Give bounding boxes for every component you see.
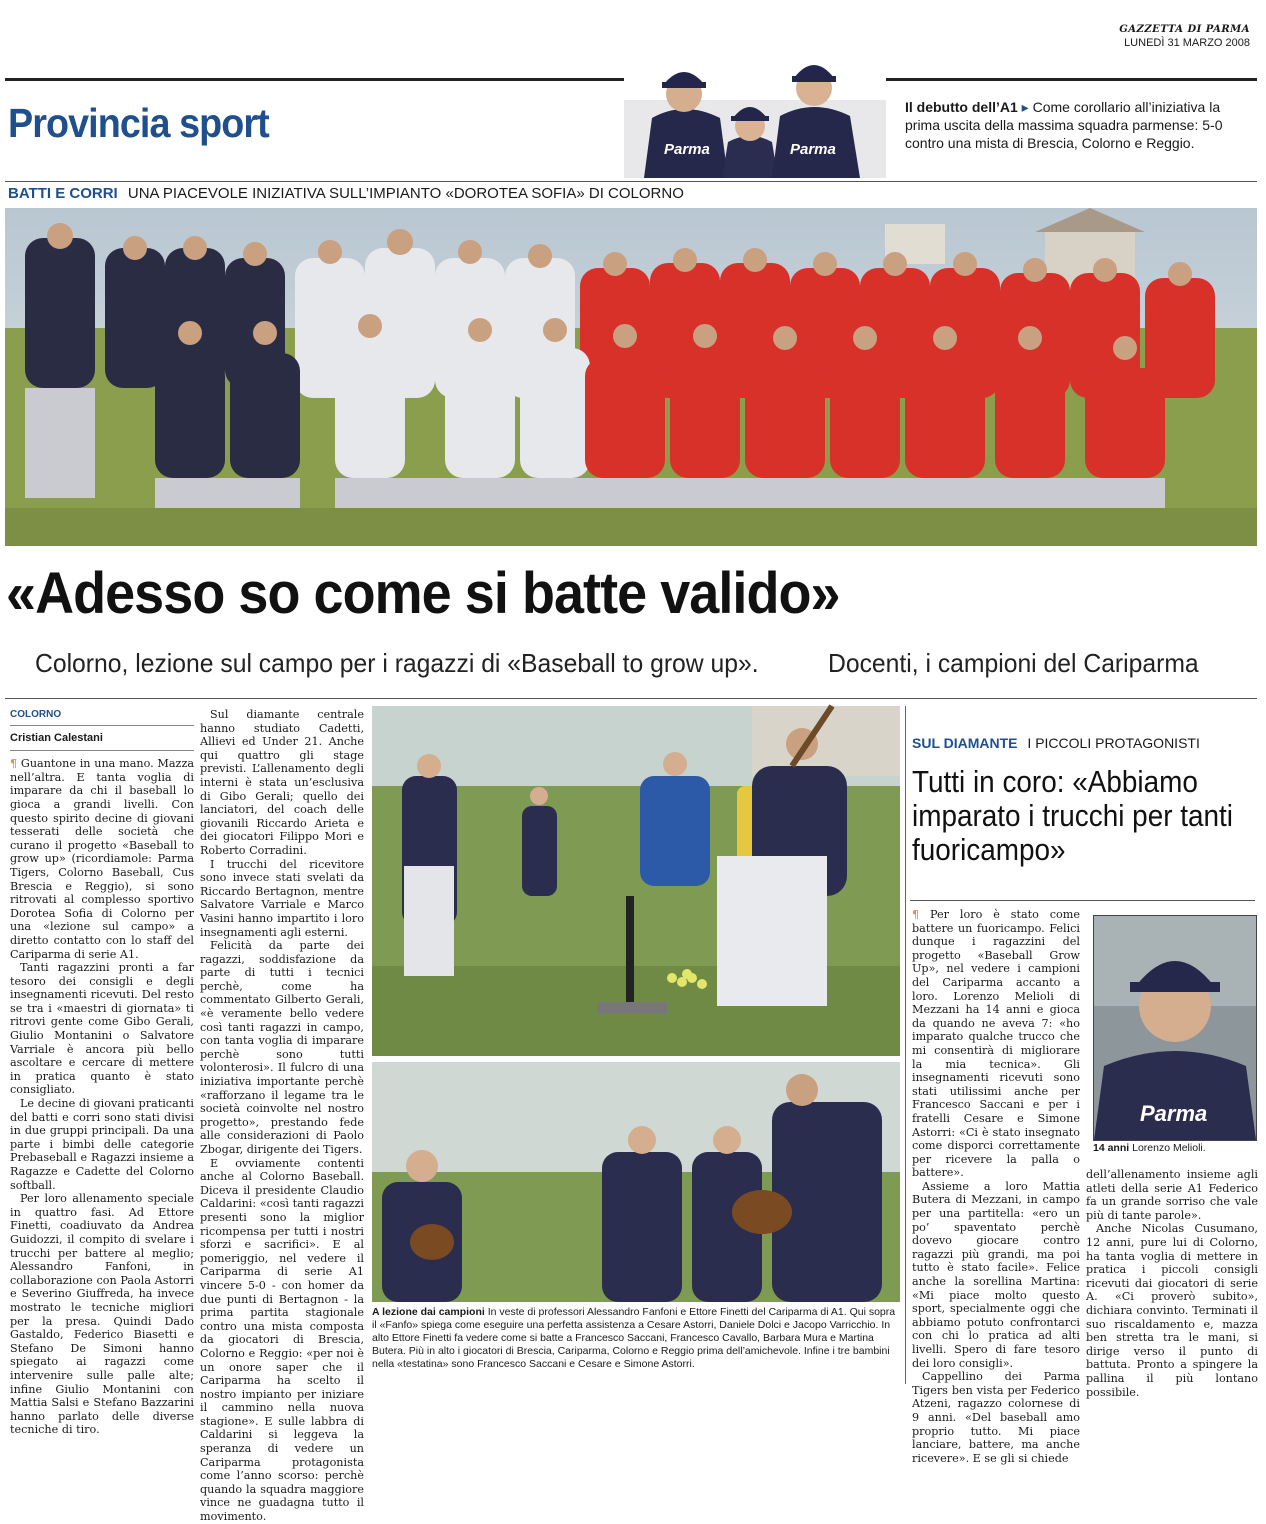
sidebar-headline: Tutti in coro: «Abbiamo imparato i trucchi per tanti fuoricampo»: [912, 764, 1233, 867]
article-column-2: [200, 708, 364, 1524]
subhead-left: Colorno, lezione sul campo per i ragazzi di «Baseball to grow up».: [35, 648, 759, 678]
kicker-right: UNA PIACEVOLE INIZIATIVA SULL’IMPIANTO «DOROTEA SOFIA» DI COLORNO: [127, 185, 684, 202]
catching-lesson-photo: [372, 1062, 900, 1302]
debutto-text: Come corollario all’iniziativa la prima uscita della massima squadra parmense: 5-0 contro una mista di Brescia, Colorno e Reggio.: [905, 99, 1223, 151]
col2-para-2: I trucchi del ricevitore sono invece stati svelati da Riccardo Bertagnon, mentre Salvatore Varriale e Marco Vasini hanno impartito i loro insegnamenti agli esterni.: [200, 857, 364, 939]
catching-lesson-illustration: [372, 1062, 900, 1302]
melioli-caption-text: Lorenzo Melioli.: [1132, 1142, 1206, 1154]
col1-para-4: Per loro allenamento speciale in quattro fasi. Ad Ettore Finetti, coadiuvato da Andrea Guidozzi, il compito di svelare i trucchi per battere al meglio; Alessandro Fanfoni, in collaborazione con Paola Astorri e Severino Giuffreda, ha invece mostrato le tecniche migliori per la presa. Quindi Dado Gastaldo, Federico Biasetti e Stefano De Simoni hanno spiegato ai ragazzi come intervenire sulle palle alte; infine Giulio Montanini con Mattia Salsi e Stefano Bazzarini hanno parlato delle diverse tecniche di tiro.: [10, 1192, 194, 1437]
masthead-paper: GAZZETTA DI PARMA: [1119, 24, 1250, 35]
melioli-caption-bold: 14 anni: [1093, 1142, 1130, 1154]
subhead-right: Docenti, i campioni del Cariparma: [828, 648, 1199, 678]
melioli-photo: [1093, 915, 1257, 1141]
sidebar-para-2: Assieme a loro Mattia Butera di Mezzani, in campo per una partitella: «ero un po’ spaventato perchè dovevo giocare contro ragazzi più grandi, ma poi tutto è stato facile». Felice anche la sorellina Martina: «Mi piace molto questo sport, specialmente oggi che abbiamo potuto confrontarci con chi lo pratica ad alti livelli. Spero di fare tesoro dei loro consigli».: [912, 1179, 1080, 1370]
header-kids-photo: [624, 30, 886, 178]
caption-text: In veste di professori Alessandro Fanfoni e Ettore Finetti del Cariparma di A1. Qui sopra il «Fanfo» spiega come eseguire una perfetta assistenza a Cesare Astorri, Daniele Dolci e Jacopo Varricchio. In alto Ettore Finetti fa vedere come si batte a Francesco Saccani, Francesco Cavallo, Barbara Mura e Martina Butera. Più in alto i giocatori di Brescia, Cariparma, Colorno e Reggio prima dell’amichevole. Infine i tre bambini nella «testatina» sono Francesco Saccani e Cesare e Simone Astorri.: [372, 1306, 896, 1370]
headline-rule: [5, 698, 1257, 699]
col2-para-4: E ovviamente contenti anche al Colorno Baseball. Diceva il presidente Claudio Caldarini: «così tanti ragazzi presenti sono la miglior ricompensa per tutti i nostri sforzi e sacrifici». E al pomeriggio, nel vedere il Cariparma di serie A1 vincere 5-0 - con homer da due punti di Bertagnon - la prima partita stagionale contro una mista composta da giocatori di Brescia, Colorno e Reggio: «per noi è un onore saper che il Cariparma ha scelto il nostro impianto per iniziare il cammino nella nuova stagione». E sulle labbra di Caldarini si leggeva la speranza di vedere un Cariparma protagonista come l’anno scorso: perchè quando la squadra maggiore vince ne guadagna tutto il movimento.: [200, 1156, 364, 1524]
sidebar-kicker-left: SUL DIAMANTE: [912, 735, 1018, 751]
debutto-box: [905, 98, 1250, 152]
svg-text:Parma: Parma: [1140, 1101, 1208, 1126]
col1-para-2: Tanti ragazzini pronti a far tesoro dei consigli e degli insegnamenti ricevuti. Del resto se tra i «maestri di giornata» ti ritrovi gente come Gibo Gerali, Giulio Montanini o Salvatore Varriale è ancora più bello ascoltare e cercare di mettere in pratica quanto è stato consigliato.: [10, 961, 194, 1097]
article-column-1: [10, 708, 195, 1437]
masthead-date: LUNEDÌ 31 MARZO 2008: [1124, 37, 1250, 49]
sidebar-kicker-right: I PICCOLI PROTAGONISTI: [1027, 735, 1200, 751]
photo-caption: [372, 1306, 900, 1371]
batting-lesson-illustration: [372, 706, 900, 1056]
place-tag: COLORNO: [10, 709, 62, 720]
col2-para-3: Felicità da parte dei ragazzi, soddisfazione da parte di tutti i tecnici perchè, come ha commentato Gilberto Gerali, «è veramente bello vedere così tanti ragazzi in campo, con tanta voglia di imparare perchè sono tutti volonterosi». Il fulcro di una iniziativa importante perchè «rafforzano il legame tra le società coinvolte nel nostro progetto», prestando fede alle considerazioni di Paolo Zbogar, dirigente dei Tigers.: [200, 939, 364, 1156]
sidebar-column-b: [1086, 1168, 1258, 1399]
headline: «Adesso so come si batte valido»: [6, 561, 840, 626]
batting-lesson-photo: [372, 706, 900, 1056]
sidebar-rule: [910, 900, 1255, 901]
sidebar-kicker: [912, 735, 1200, 751]
kicker-rule: [5, 181, 1257, 182]
sidebar-b-para-2: Anche Nicolas Cusumano, 12 anni, pure lui di Colorno, ha tanta voglia di mettere in pratica i piccoli consigli ricevuti dai giocatori di serie A. «Ci proverò subito», dichiara convinto. Terminati il suo riscaldamento e, mazza ben stretta tra le mani, si dirige verso il punto di battuta. Pronto a spingere la pallina il più lontano possibile.: [1086, 1222, 1258, 1399]
byline-rule-2: [10, 750, 194, 751]
svg-text:Parma: Parma: [790, 141, 836, 158]
paragraph-mark-icon: ¶: [10, 756, 18, 771]
col1-para-3: Le decine di giovani praticanti del batti e corri sono stati divisi in due gruppi principali. Da una parte i bimbi delle categorie Prebaseball e Ragazzi insieme a Ragazze e Cadette del Colorno softball.: [10, 1097, 194, 1192]
kicker: [8, 185, 684, 202]
col1-para-1: Guantone in una mano. Mazza nell’altra. E tanta voglia di imparare da chi il baseball lo gioca a grandi livelli. Con questo spirito decine di giovani tesserati delle società che curano il progetto «Baseball to grow up» (ricordiamole: Parma Tigers, Colorno Baseball, Cus Brescia e Reggio), si sono ritrovati al complesso sportivo Dorotea Sofia di Colorno per una «lezione sul campo» a diretto contatto con lo staff del Cariparma di serie A1.: [10, 757, 195, 961]
author: Cristian Calestani: [10, 731, 103, 744]
sidebar-para-1: Per loro è stato come battere un fuoricampo. Felici dunque i ragazzini del progetto «Baseball Grow Up», nel vedere i campioni del Cariparma accanto a loro. Lorenzo Melioli di Mezzani ha 14 anni e gioca da quando ne aveva 7: «ho imparato qualche trucco che mi consentirà di migliorare la mia tecnica». Gli insegnamenti ricevuti sono stati utilissimi anche per Francesco Saccani e per i fratelli Cesare e Simone Astorri: «Ci è stato insegnato come disporci correttamente per ricevere la palla o battere».: [912, 908, 1080, 1180]
byline-rule: [10, 725, 194, 726]
melioli-caption: [1093, 1142, 1255, 1155]
kids-illustration: [624, 30, 886, 178]
section-title: Provincia sport: [8, 100, 269, 146]
caption-label: A lezione dai campioni: [372, 1306, 485, 1318]
kicker-left: BATTI E CORRI: [8, 185, 118, 202]
melioli-illustration: [1094, 916, 1256, 1140]
sidebar-para-3: Cappellino dei Parma Tigers ben vista per Federico Atzeni, ragazzo colornese di 9 anni. «Del baseball amo proprio tutto. Mi piace lanciare, battere, ma anche ricevere». E se gli si chiede: [912, 1370, 1080, 1465]
team-photo-illustration: [5, 208, 1257, 546]
sidebar-b-para-1: dell’allenamento insieme agli atleti della serie A1 Federico fa un grande sorriso che vale più di tante parole».: [1086, 1168, 1258, 1222]
svg-text:Parma: Parma: [664, 141, 710, 158]
col2-para-1: Sul diamante centrale hanno studiato Cadetti, Allievi ed Under 21. Anche qui quattro gli stage previsti. L’allenamento degli interni è stata un’esclusiva di Gibo Gerali; quello dei lanciatori, del coach delle giovanili Riccardo Arieta e dei giocatori Filippo Mori e Roberto Corradini.: [200, 708, 364, 857]
debutto-label: Il debutto dell’A1: [905, 99, 1018, 115]
sidebar-column-a: [912, 907, 1080, 1465]
sidebar-paragraph-mark-icon: ¶: [912, 907, 920, 921]
team-photo: [5, 208, 1257, 546]
arrow-icon: ▸: [1021, 99, 1029, 115]
sidebar-divider: [905, 706, 906, 1384]
